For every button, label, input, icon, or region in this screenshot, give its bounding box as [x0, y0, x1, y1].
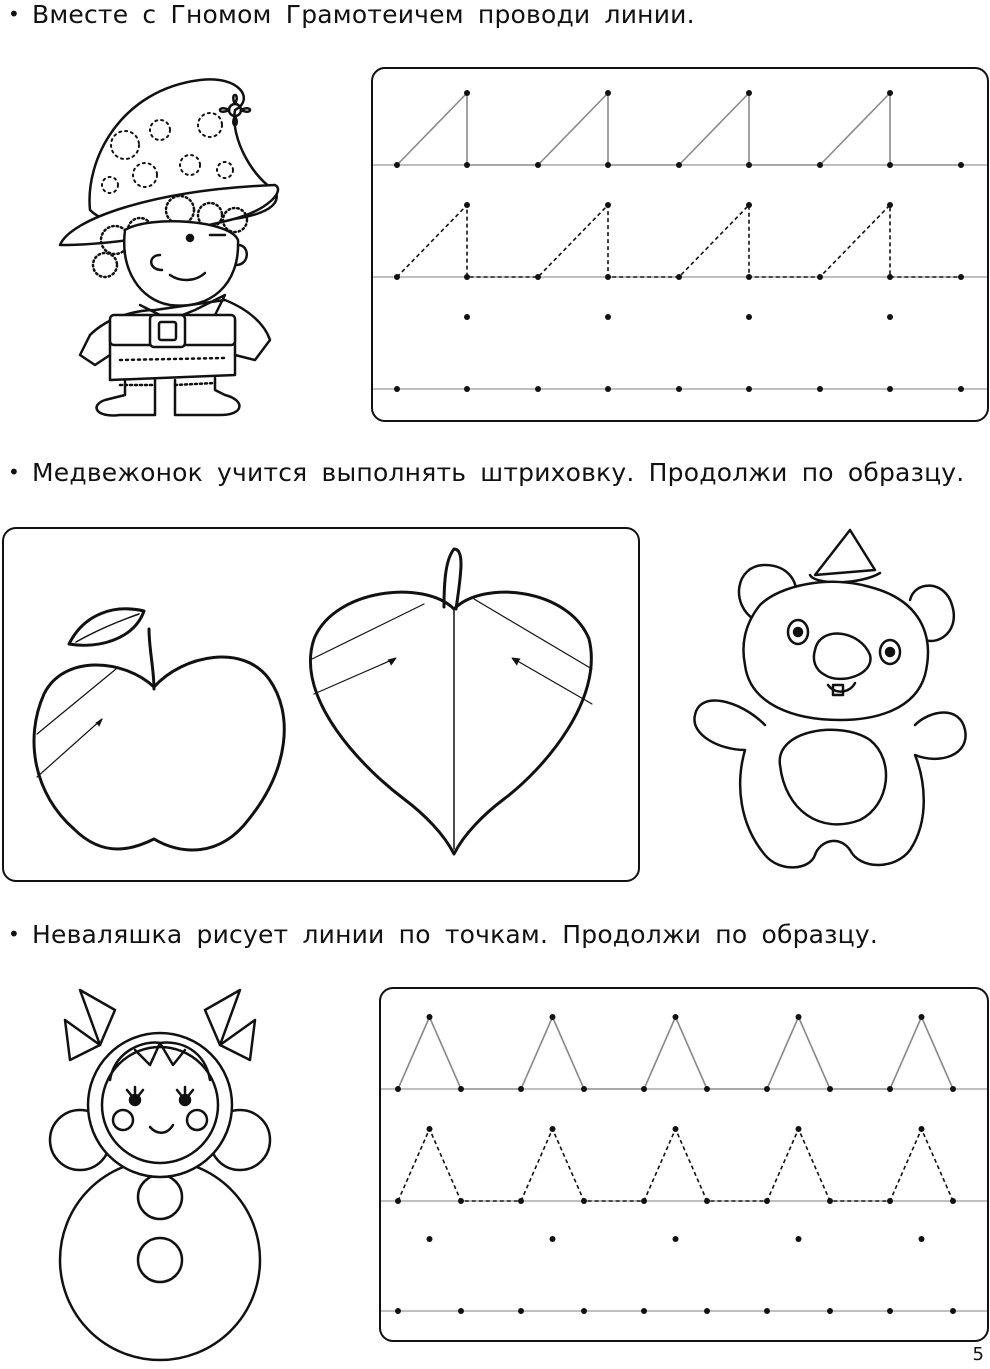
- guide-dot: [605, 274, 611, 280]
- guide-dot: [746, 202, 752, 208]
- guide-dot: [605, 90, 611, 96]
- guide-dot: [535, 162, 541, 168]
- guide-dot: [673, 1014, 679, 1020]
- guide-dot: [746, 386, 752, 392]
- guide-dot: [887, 162, 893, 168]
- guide-dot: [550, 1236, 556, 1242]
- guide-dot: [550, 1014, 556, 1020]
- guide-dot: [605, 314, 611, 320]
- guide-dot: [676, 162, 682, 168]
- guide-dot: [746, 90, 752, 96]
- guide-dot: [704, 1198, 710, 1204]
- guide-dot: [605, 202, 611, 208]
- guide-dot: [887, 90, 893, 96]
- guide-dot: [395, 1086, 401, 1092]
- guide-dot: [394, 386, 400, 392]
- guide-dot: [641, 1308, 647, 1314]
- guide-dot: [827, 1198, 833, 1204]
- roly-poly-doll-illustration: [45, 985, 275, 1365]
- guide-dot: [817, 162, 823, 168]
- guide-dot: [641, 1198, 647, 1204]
- guide-dot: [764, 1308, 770, 1314]
- tracing-panel-2: [379, 987, 989, 1342]
- guide-dot: [605, 386, 611, 392]
- guide-dot: [704, 1086, 710, 1092]
- dashed-trace-line: [398, 1129, 953, 1201]
- guide-dot: [458, 1198, 464, 1204]
- guide-dot: [919, 1126, 925, 1132]
- task-2-instruction: [8, 458, 964, 487]
- guide-dot: [427, 1236, 433, 1242]
- guide-dot: [887, 202, 893, 208]
- guide-dot: [887, 1198, 893, 1204]
- guide-dot: [464, 90, 470, 96]
- guide-dot: [950, 1086, 956, 1092]
- guide-dot: [950, 1198, 956, 1204]
- guide-dot: [464, 202, 470, 208]
- guide-dot: [827, 1086, 833, 1092]
- dashed-trace-line: [397, 205, 961, 277]
- sample-line: [398, 1017, 953, 1089]
- task-3-instruction: [8, 920, 878, 949]
- guide-dot: [518, 1086, 524, 1092]
- guide-dot: [673, 1126, 679, 1132]
- guide-dot: [550, 1126, 556, 1132]
- guide-dot: [458, 1086, 464, 1092]
- guide-dot: [535, 274, 541, 280]
- guide-dot: [796, 1126, 802, 1132]
- guide-dot: [518, 1308, 524, 1314]
- tracing-panel-1: [371, 67, 989, 422]
- page-number: 5: [972, 1344, 984, 1365]
- guide-dot: [764, 1086, 770, 1092]
- guide-dot: [395, 1198, 401, 1204]
- guide-dot: [605, 162, 611, 168]
- guide-dot: [958, 162, 964, 168]
- bullet-icon: •: [8, 460, 20, 484]
- guide-dot: [535, 386, 541, 392]
- bear-illustration: [690, 525, 980, 880]
- guide-dot: [394, 162, 400, 168]
- task-1-text: Вместе с Гномом Грамотеичем проводи линии.: [32, 0, 695, 29]
- guide-dot: [764, 1198, 770, 1204]
- guide-dot: [464, 162, 470, 168]
- task-3-text: Неваляшка рисует линии по точкам. Продолжи по образцу.: [32, 920, 879, 949]
- guide-dot: [887, 274, 893, 280]
- guide-dot: [887, 386, 893, 392]
- sample-line: [397, 93, 961, 165]
- guide-dot: [676, 386, 682, 392]
- guide-dot: [464, 314, 470, 320]
- guide-dot: [673, 1236, 679, 1242]
- guide-dot: [427, 1126, 433, 1132]
- guide-dot: [919, 1236, 925, 1242]
- guide-dot: [641, 1086, 647, 1092]
- guide-dot: [817, 274, 823, 280]
- guide-dot: [395, 1308, 401, 1314]
- leaf-outline: [310, 549, 592, 854]
- guide-dot: [458, 1308, 464, 1314]
- guide-dot: [427, 1014, 433, 1020]
- guide-dot: [464, 386, 470, 392]
- guide-dot: [394, 274, 400, 280]
- guide-dot: [887, 314, 893, 320]
- guide-dot: [518, 1198, 524, 1204]
- guide-dot: [887, 1086, 893, 1092]
- guide-dot: [817, 386, 823, 392]
- guide-dot: [950, 1308, 956, 1314]
- apple-outline: [34, 609, 284, 850]
- guide-dot: [827, 1308, 833, 1314]
- guide-dot: [887, 1308, 893, 1314]
- guide-dot: [581, 1086, 587, 1092]
- task-1-instruction: [8, 0, 695, 29]
- guide-dot: [704, 1308, 710, 1314]
- guide-dot: [746, 162, 752, 168]
- guide-dot: [746, 274, 752, 280]
- guide-dot: [581, 1198, 587, 1204]
- guide-dot: [746, 314, 752, 320]
- bullet-icon: •: [8, 2, 20, 26]
- bullet-icon: •: [8, 922, 20, 946]
- guide-dot: [796, 1014, 802, 1020]
- gnome-illustration: [50, 70, 290, 420]
- guide-dot: [676, 274, 682, 280]
- guide-dot: [958, 386, 964, 392]
- guide-dot: [581, 1308, 587, 1314]
- shading-panel: [2, 527, 640, 882]
- guide-dot: [796, 1236, 802, 1242]
- guide-dot: [919, 1014, 925, 1020]
- tracing-sheet-1: [373, 69, 987, 420]
- task-2-text: Медвежонок учится выполнять штриховку. Продолжи по образцу.: [32, 458, 965, 487]
- guide-dot: [958, 274, 964, 280]
- guide-dot: [464, 274, 470, 280]
- tracing-sheet-2: [381, 989, 987, 1340]
